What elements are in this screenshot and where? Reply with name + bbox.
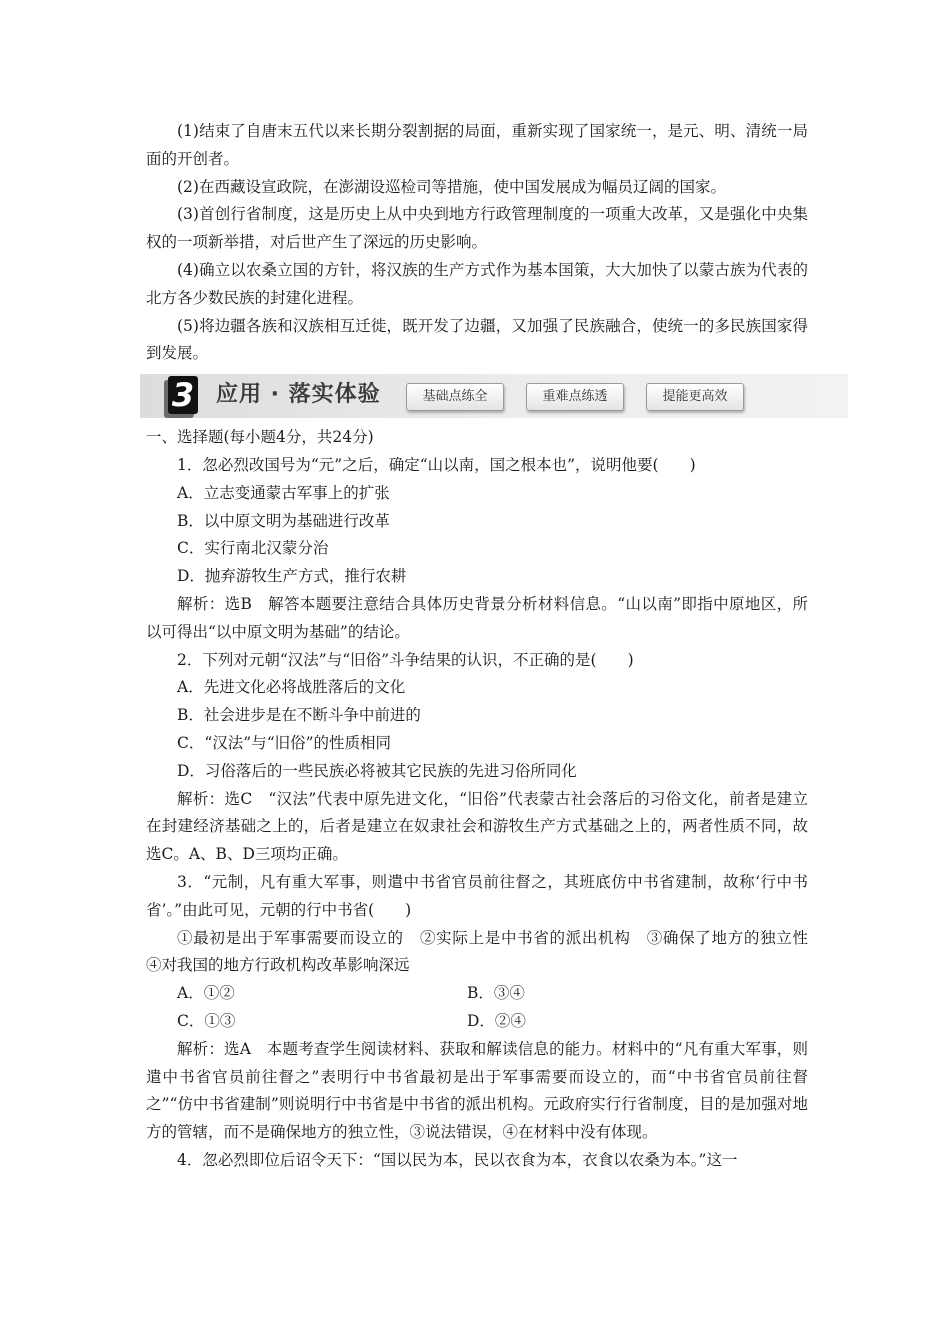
- key-difficult-practice-button[interactable]: 重难点练透: [526, 383, 624, 411]
- basic-practice-button[interactable]: 基础点练全: [406, 383, 504, 411]
- question-1-option-c: C．实行南北汉蒙分治: [177, 539, 329, 558]
- question-3-items: ①最初是出于军事需要而设立的 ②实际上是中书省的派出机构 ③确保了地方的独立性 ④对我国的地方行政机构改革影响深远: [146, 928, 824, 975]
- question-3-options-row-1: [146, 980, 808, 1008]
- section-title: 应用 · 落实体验: [216, 382, 381, 408]
- intro-point-5: (5)将边疆各族和汉族相互迁徙，既开发了边疆，又加强了民族融合，使统一的多民族国家得到发展。: [146, 316, 808, 363]
- intro-point-3: (3)首创行省制度，这是历史上从中央到地方行政管理制度的一项重大改革，又是强化中央集权的一项新举措，对后世产生了深远的历史影响。: [146, 205, 808, 252]
- question-3-stem: 3．“元制，凡有重大军事，则遣中书省官员前往督之，其班底仿中书省建制，故称‘行中书省’。”由此可见，元朝的行中书省( ): [146, 872, 808, 919]
- question-2-analysis: 解析：选C “汉法”代表中原先进文化，“旧俗”代表蒙古社会落后的习俗文化，前者是建立在封建经济基础之上的，后者是建立在奴隶社会和游牧生产方式基础之上的，两者性质不同，故选C。A、B、D三项均正确。: [146, 789, 808, 864]
- section-number-badge: 3: [168, 376, 198, 414]
- question-1-analysis: 解析：选B 解答本题要注意结合具体历史背景分析材料信息。“山以南”即指中原地区，所以可得出“以中原文明为基础”的结论。: [146, 594, 808, 641]
- question-3-option-d: D．②④: [467, 1011, 526, 1030]
- question-2-stem: 2．下列对元朝“汉法”与“旧俗”斗争结果的认识，不正确的是( ): [177, 650, 634, 669]
- intro-point-2: (2)在西藏设宣政院，在澎湖设巡检司等措施，使中国发展成为幅员辽阔的国家。: [177, 177, 726, 196]
- question-3-option-a: A．①②: [177, 984, 235, 1003]
- document-body: [146, 118, 824, 1175]
- question-1-stem: 1．忽必烈改国号为“元”之后，确定“山以南，国之根本也”，说明他要( ): [177, 455, 696, 474]
- intro-point-1: (1)结束了自唐末五代以来长期分裂割据的局面，重新实现了国家统一，是元、明、清统一局面的开创者。: [146, 122, 808, 168]
- question-3-option-c: C．①③: [177, 1011, 236, 1030]
- question-4-stem: 4．忽必烈即位后诏令天下：“国以民为本，民以衣食为本，衣食以农桑为本。”这一: [177, 1150, 738, 1169]
- question-2-option-d: D．习俗落后的一些民族必将被其它民族的先进习俗所同化: [177, 761, 577, 780]
- question-1-option-a: A．立志变通蒙古军事上的扩张: [177, 483, 390, 502]
- question-3-analysis: 解析：选A 本题考查学生阅读材料、获取和解读信息的能力。材料中的“凡有重大军事，则遣中书省官员前往督之”表明行中书省最初是出于军事需要而设立的，而“中书省官员前往督之”“仿中书省建制”则说明行中书省是中书省的派出机构。元政府实行行省制度，目的是加强对地方的管辖，而不是确保地方的独立性，③说法错误，④在材料中没有体现。: [146, 1039, 808, 1142]
- question-1-option-b: B．以中原文明为基础进行改革: [177, 511, 390, 530]
- intro-point-4: (4)确立以农桑立国的方针，将汉族的生产方式作为基本国策，大大加快了以蒙古族为代表的北方各少数民族的封建化进程。: [146, 260, 808, 307]
- question-2-option-b: B．社会进步是在不断斗争中前进的: [177, 706, 421, 725]
- question-3-options-row-2: [146, 1008, 808, 1036]
- section-heading: 一、选择题(每小题4分，共24分): [146, 428, 374, 447]
- ability-boost-button[interactable]: 提能更高效: [646, 383, 744, 411]
- question-3-option-b: B．③④: [467, 984, 525, 1003]
- section-banner: [140, 374, 848, 418]
- question-2-option-a: A．先进文化必将战胜落后的文化: [177, 678, 406, 697]
- question-1-option-d: D．抛弃游牧生产方式，推行农耕: [177, 567, 407, 586]
- question-2-option-c: C．“汉法”与“旧俗”的性质相同: [177, 733, 392, 752]
